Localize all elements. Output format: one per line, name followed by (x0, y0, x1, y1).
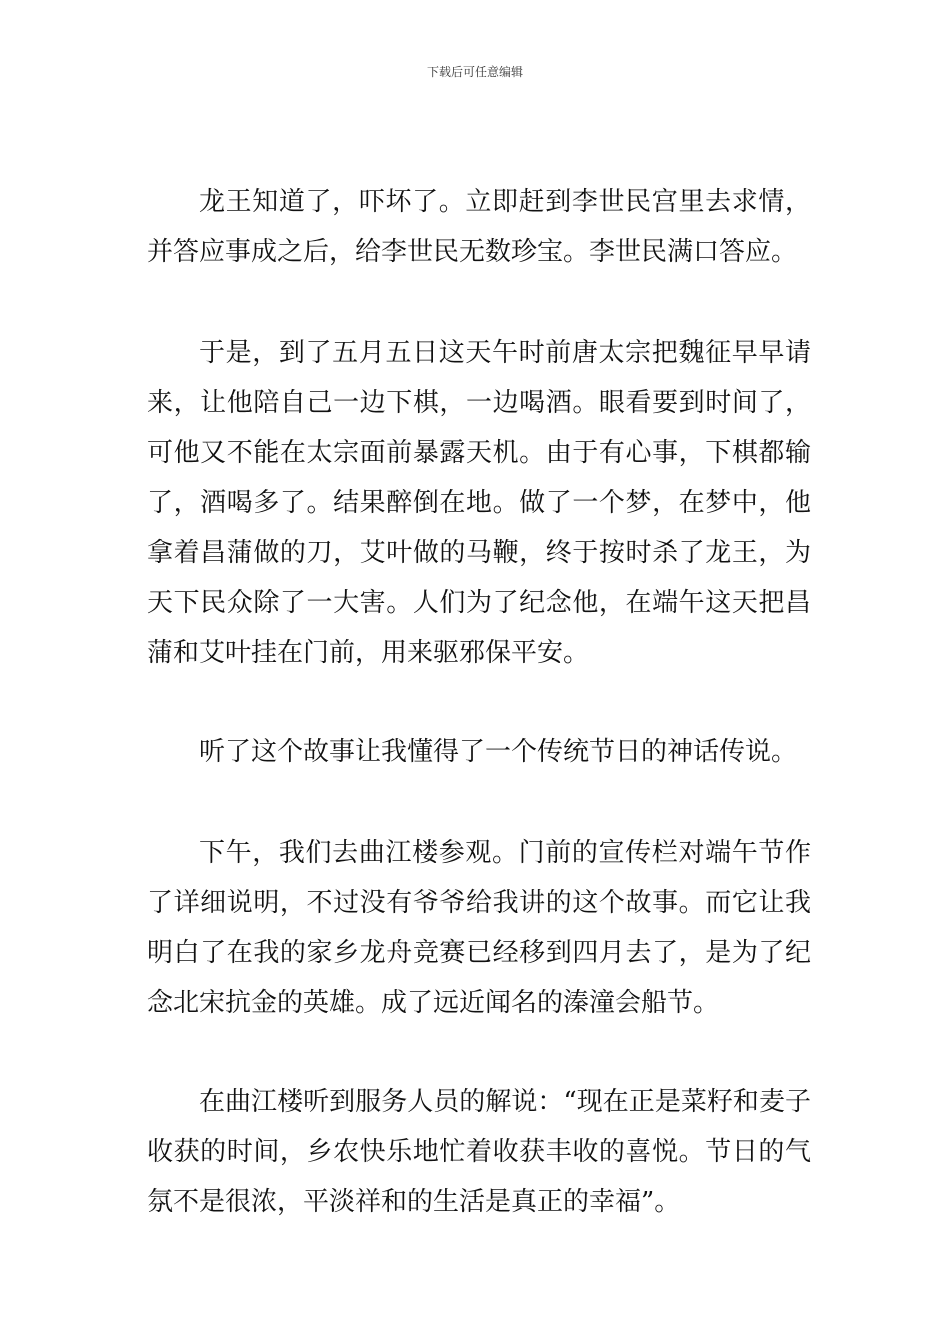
page-header: 下载后可任意编辑 (426, 65, 523, 79)
paragraph-dragon-king: 龙王知道了，吓坏了。立即赶到李世民宫里去求情，并答应事成之后，给李世民无数珍宝。李世民满口答应。 (147, 187, 811, 267)
paragraph-qujiang-tower-visit: 下午，我们去曲江楼参观。门前的宣传栏对端午节作了详细说明，不过没有爷爷给我讲的这个故事。而它让我明白了在我的家乡龙舟竞赛已经移到四月去了，是为了纪念北宋抗金的英雄。成了远近闻名的溱潼会船节。 (147, 838, 811, 1018)
paragraph-taizong-weizheng: 于是，到了五月五日这天午时前唐太宗把魏征早早请来，让他陪自己一边下棋，一边喝酒。眼看要到时间了，可他又不能在太宗面前暴露天机。由于有心事，下棋都输了，酒喝多了。结果醉倒在地。做了一个梦，在梦中，他拿着昌蒲做的刀，艾叶做的马鞭，终于按时杀了龙王，为天下民众除了一大害。人们为了纪念他，在端午这天把昌蒲和艾叶挂在门前，用来驱邪保平安。 (147, 338, 811, 668)
paragraph-story-lesson: 听了这个故事让我懂得了一个传统节日的神话传说。 (199, 737, 798, 767)
paragraph-staff-explanation: 在曲江楼听到服务人员的解说：“现在正是菜籽和麦子收获的时间，乡农快乐地忙着收获丰收的喜悦。节日的气氛不是很浓，平淡祥和的生活是真正的幸福”。 (147, 1087, 811, 1217)
